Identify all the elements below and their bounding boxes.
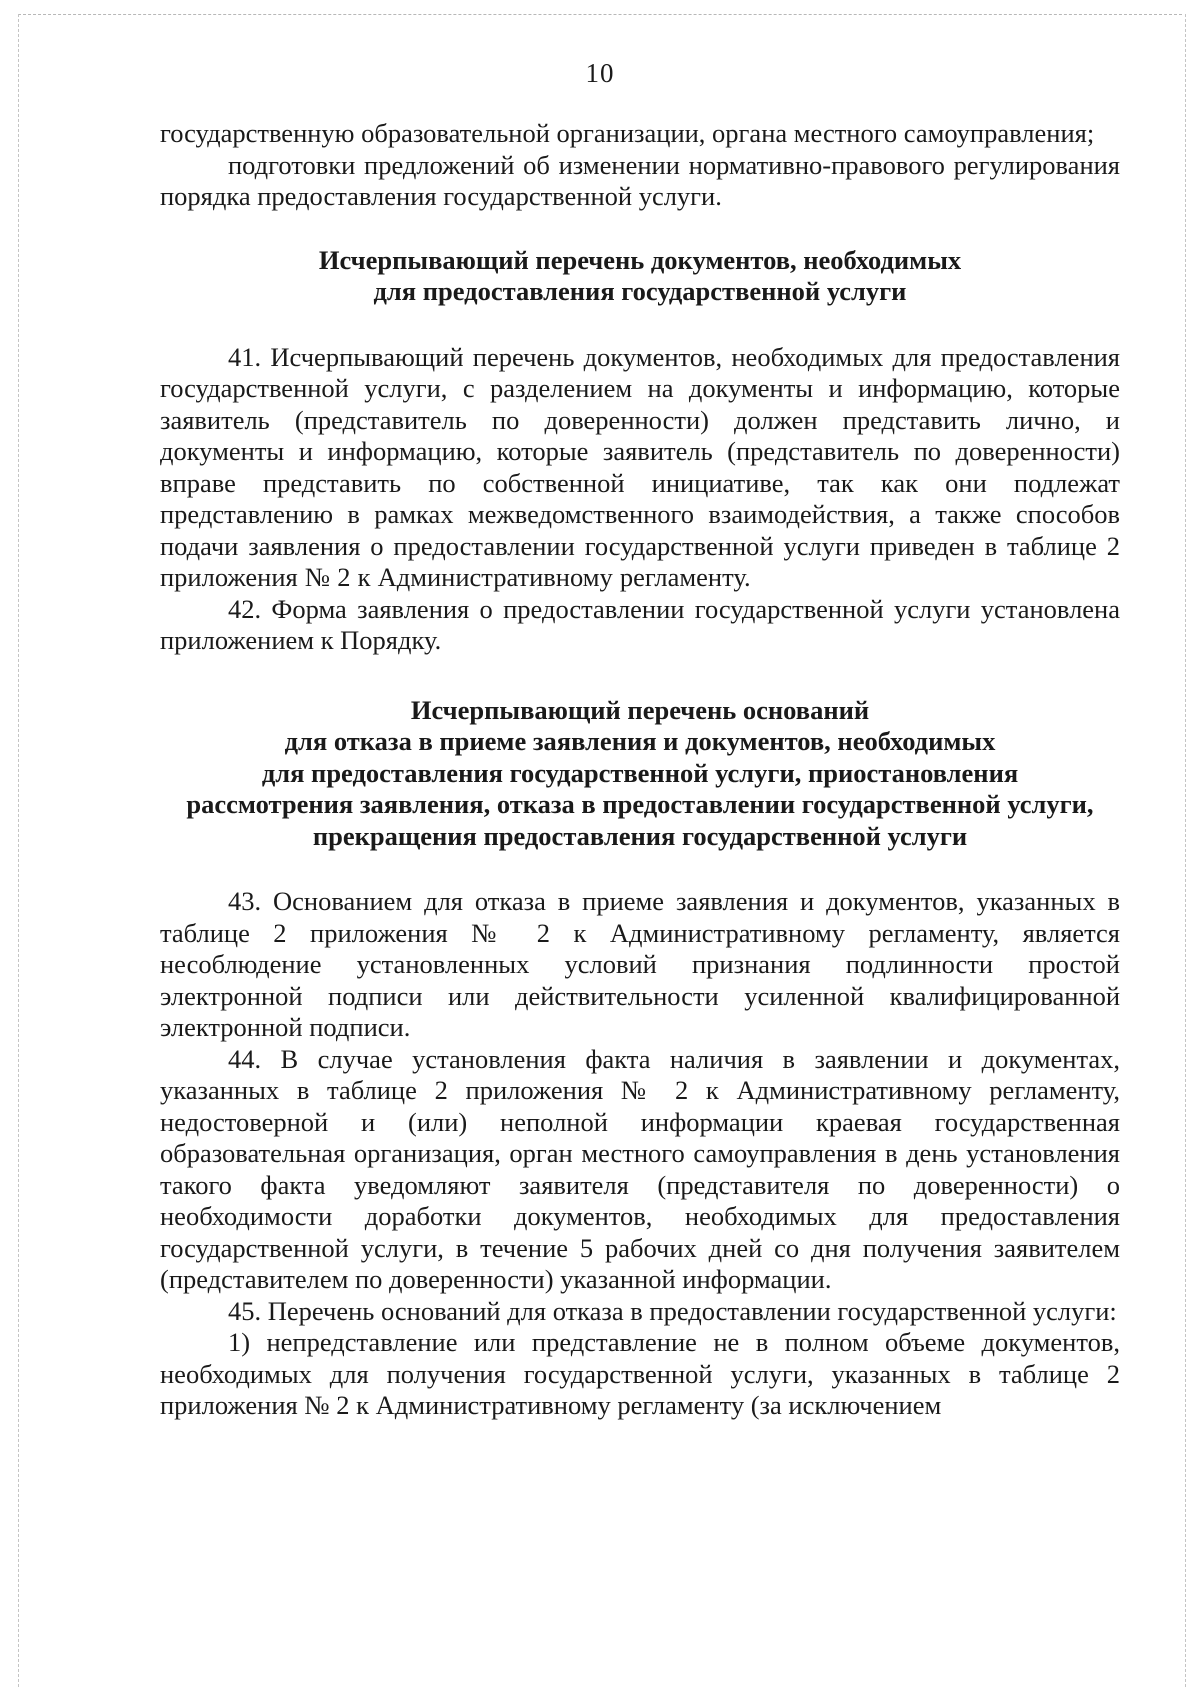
section-title-line: Исчерпывающий перечень документов, необходимых (318, 244, 962, 275)
section-title-line: рассмотрения заявления, отказа в предоставлении государственной услуги, (186, 789, 1094, 819)
paragraph-proposals: подготовки предложений об изменении нормативно-правового регулирования порядка предоставления государственной услуги. (160, 149, 1120, 211)
paragraph-44: 44. В случае установления факта наличия в заявлении и документах, указанных в таблице 2 приложения № 2 к Административному регламенту, недостоверной и (или) неполной информации краевая государственная образовательная организация, орган местного самоуправления в день установления такого факта уведомляют заявителя (представителя по доверенности) о необходимости доработки документов, необходимых для предоставления государственной услуги, в течение 5 рабочих дней со дня получения заявителем (представителем по доверенности) указанной информации. (160, 1043, 1120, 1294)
section-title-refusal-grounds (160, 695, 1120, 853)
paragraph-42: 42. Форма заявления о предоставлении государственной услуги установлена приложением к Порядку. (160, 593, 1120, 655)
paragraph-43: 43. Основанием для отказа в приеме заявления и документов, указанных в таблице 2 приложения № 2 к Административному регламенту, является несоблюдение установленных условий признания подлинности простой электронной подписи или действительности усиленной квалифицированной электронной подписи. (160, 886, 1120, 1042)
scan-border-left (18, 14, 19, 1687)
paragraph-41: 41. Исчерпывающий перечень документов, необходимых для предоставления государственной услуги, с разделением на документы и информацию, которые заявитель (представитель по доверенности) должен представить лично, и документы и информацию, которые заявитель (представитель по доверенности) вправе представить по собственной инициативе, так как они подлежат представлению в рамках межведомственного взаимодействия, а также способов подачи заявления о предоставлении государственной услуги приведен в таблице 2 приложения № 2 к Административному регламенту. (160, 341, 1120, 592)
document-body (160, 118, 1120, 1422)
scan-border-right (1185, 14, 1186, 1687)
paragraph-45-item-1: 1) непредставление или представление не в полном объеме документов, необходимых для получения государственной услуги, указанных в таблице 2 приложения № 2 к Административному регламенту (за исключением (160, 1327, 1120, 1420)
paragraph-continuation: государственную образовательной организации, органа местного самоуправления; (160, 118, 1095, 148)
page-number: 10 (585, 58, 615, 88)
section-title-line: прекращения предоставления государственной услуги (312, 820, 968, 851)
section-title-line: для предоставления государственной услуги (373, 276, 907, 306)
section-title-documents (160, 245, 1120, 308)
scan-border-top (18, 14, 1182, 15)
section-title-line: Исчерпывающий перечень оснований (410, 694, 870, 725)
paragraph-45: 45. Перечень оснований для отказа в предоставлении государственной услуги: (228, 1295, 1117, 1326)
section-title-line: для отказа в приеме заявления и документов, необходимых (284, 726, 996, 756)
section-title-line: для предоставления государственной услуги, приостановления (261, 757, 1019, 788)
